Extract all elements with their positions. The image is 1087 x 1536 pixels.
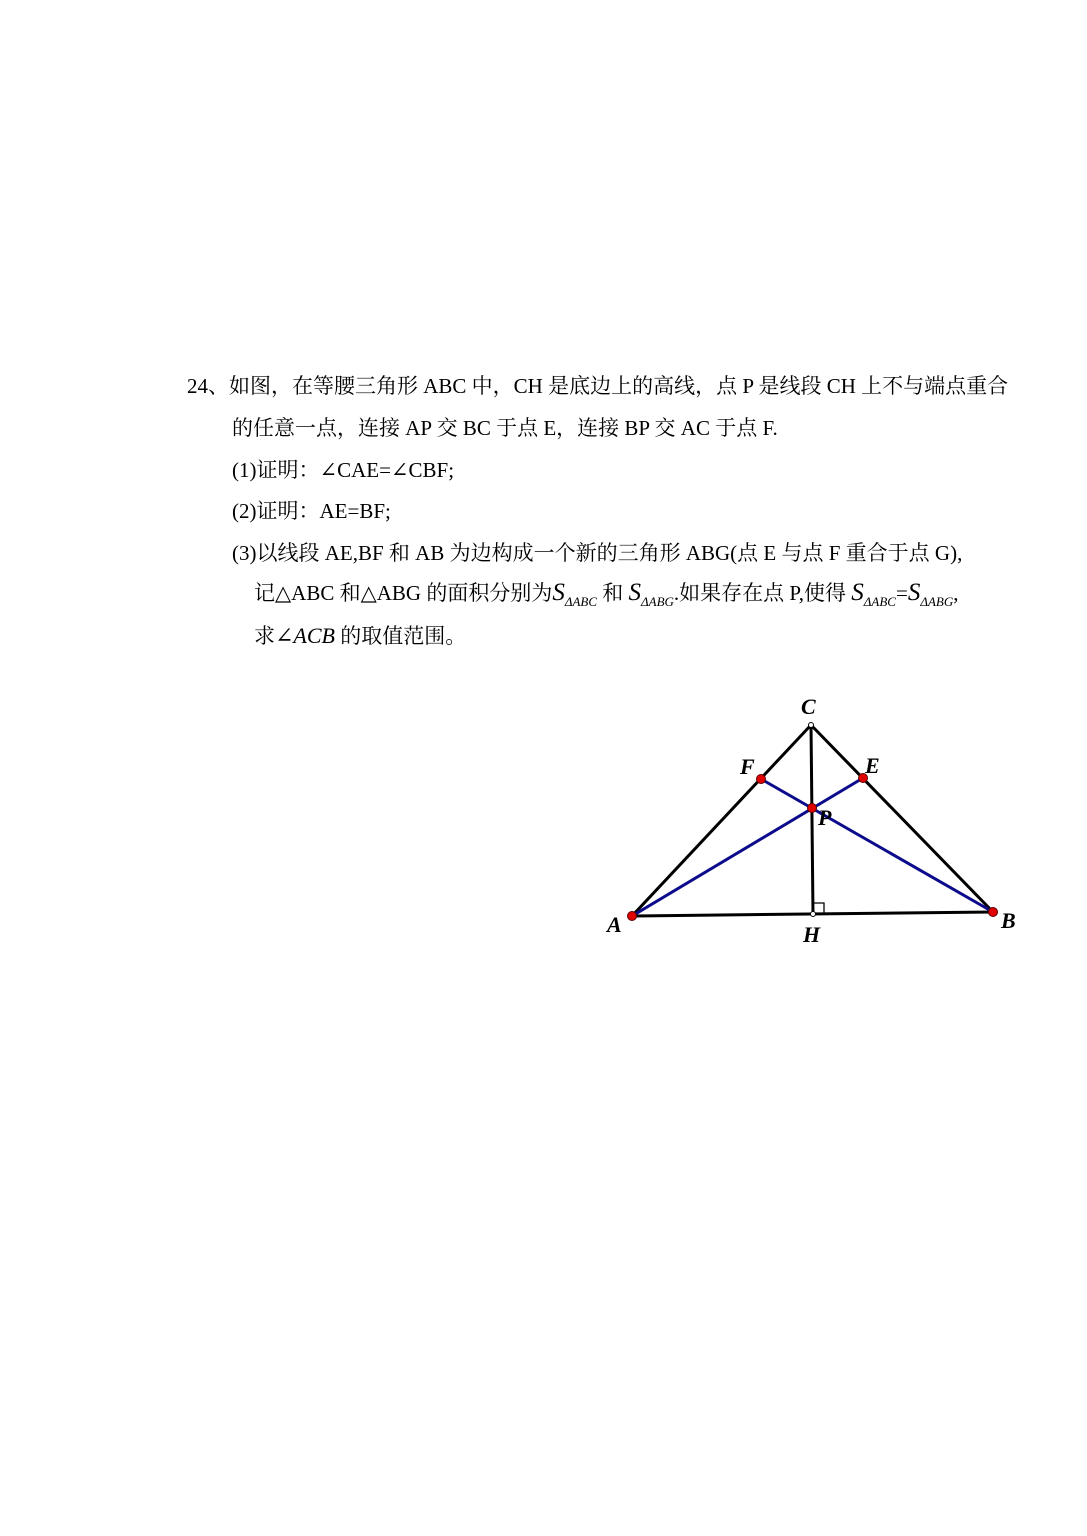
cevian-bf xyxy=(761,779,993,912)
label-c: C xyxy=(801,694,816,719)
triangle-figure xyxy=(595,690,1035,950)
part-3-line-2 xyxy=(254,579,958,616)
point-p xyxy=(808,804,817,813)
text-segment: 的取值范围。 xyxy=(340,624,467,648)
altitude-ch xyxy=(811,725,813,914)
label-p: P xyxy=(818,805,832,830)
area-subscript-abc: ΔABC xyxy=(564,594,598,609)
text-segment: .如果存在点 P,使得 xyxy=(673,581,847,605)
point-h xyxy=(811,912,816,917)
text-segment: , xyxy=(953,581,959,605)
text-segment: 求 xyxy=(254,624,275,648)
label-f: F xyxy=(740,754,755,779)
text-segment: 和 xyxy=(602,581,624,605)
label-e: E xyxy=(865,753,880,778)
area-symbol-abc-2: S xyxy=(851,579,864,606)
cevian-ae xyxy=(632,778,863,916)
part-3-line-3 xyxy=(254,622,466,650)
problem-statement-line-1: 24、如图，在等腰三角形 ABC 中，CH 是底边上的高线，点 P 是线段 CH 上不与端点重合 xyxy=(187,374,1009,398)
part-3: (3)以线段 AE,BF 和 AB 为边构成一个新的三角形 ABG(点 E 与点 F 重合于点 G), xyxy=(232,541,963,565)
side-bc xyxy=(811,725,993,912)
area-subscript-abc-2: ΔABC xyxy=(863,594,896,609)
area-subscript-abg: ΔABG xyxy=(641,594,674,609)
area-symbol-abg: S xyxy=(628,579,642,606)
point-a xyxy=(628,912,637,921)
problem-statement-line-2: 的任意一点，连接 AP 交 BC 于点 E，连接 BP 交 AC 于点 F. xyxy=(232,416,778,440)
part-2: (2)证明：AE=BF; xyxy=(232,499,391,523)
point-b xyxy=(989,908,998,917)
label-h: H xyxy=(803,922,821,947)
area-subscript-abg-2: ΔABG xyxy=(920,594,954,609)
label-a: A xyxy=(607,912,622,937)
label-b: B xyxy=(1001,908,1016,933)
angle-acb: ∠ACB xyxy=(275,623,335,648)
side-ac xyxy=(632,725,811,916)
text-segment: 记△ABC 和△ABG 的面积分别为 xyxy=(254,581,553,605)
part-1: (1)证明：∠CAE=∠CBF; xyxy=(232,458,455,482)
area-symbol-abg-2: S xyxy=(907,579,921,606)
point-c xyxy=(809,723,814,728)
equals-sign: = xyxy=(895,581,908,605)
point-f xyxy=(757,775,766,784)
area-symbol-abc: S xyxy=(552,579,565,606)
